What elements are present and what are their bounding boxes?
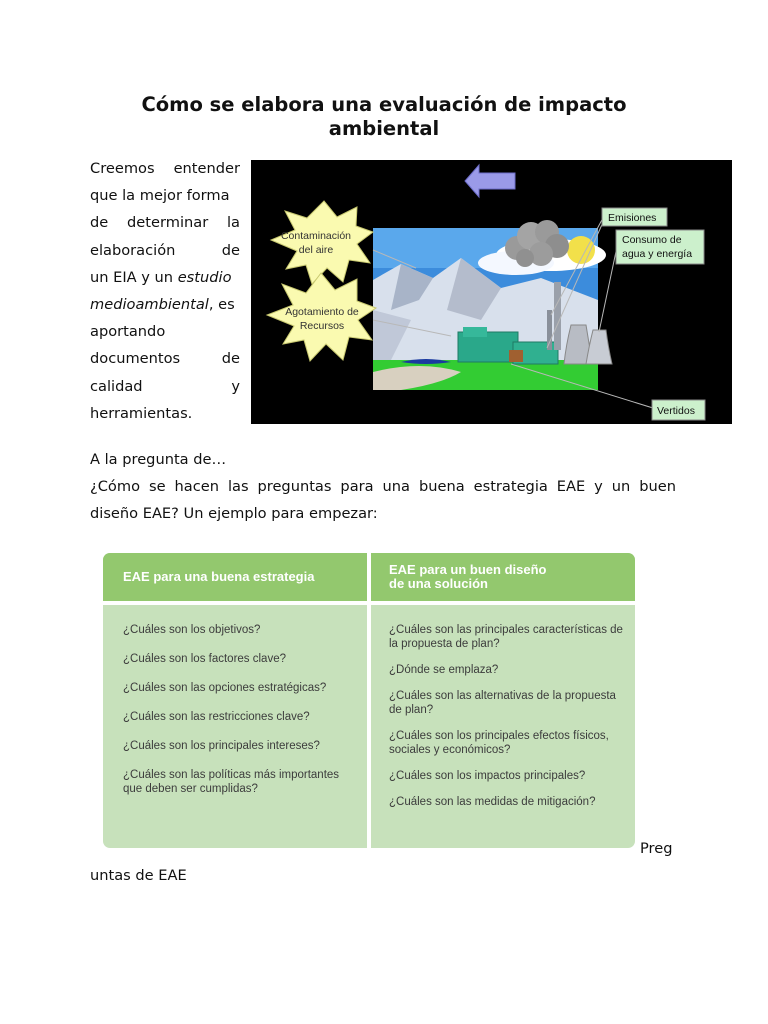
design-question-list	[371, 605, 635, 809]
paragraph-line: A la pregunta de…	[90, 451, 227, 468]
intro-line: que la mejor forma	[90, 187, 230, 205]
list-item: ¿Cuáles son las medidas de mitigación?	[389, 796, 596, 808]
list-item: ¿Dónde se emplaza?	[389, 664, 499, 676]
intro-line: calidad y	[90, 377, 240, 395]
intro-line: Creemos entender	[90, 160, 240, 177]
strategy-question-list	[103, 605, 367, 796]
paragraph-line: ¿Cómo se hacen las preguntas para una buena estrategia EAE y un buen diseño EAE? Un ejemplo para empezar:	[90, 478, 676, 523]
page-title: Cómo se elabora una evaluación de impacto ambiental	[141, 93, 627, 140]
list-item: ¿Cuáles son las opciones estratégicas?	[123, 682, 327, 694]
emphasis-text: medioambiental	[90, 296, 209, 314]
list-item: ¿Cuáles son las principales características de la propuesta de plan?	[389, 624, 623, 650]
list-item: ¿Cuáles son los impactos principales?	[389, 770, 586, 782]
figure-caption-part-2: untas de EAE	[90, 867, 187, 884]
environmental-impact-figure	[251, 160, 732, 424]
intro-line: documentos de	[90, 350, 240, 368]
intro-line: medioambiental , es	[90, 291, 240, 318]
label-air-line-1: Contaminación	[280, 230, 352, 242]
list-item: ¿Cuáles son los objetivos?	[123, 624, 261, 636]
label-air-line-2: del aire	[298, 244, 334, 256]
strategy-column-header: EAE para una buena estrategia	[103, 553, 367, 601]
question-paragraph	[90, 446, 676, 528]
landscape-scene	[373, 228, 612, 390]
intro-line: un EIA y un estudio	[90, 264, 240, 291]
intro-line: aportando	[90, 323, 166, 341]
emphasis-text: estudio	[177, 268, 232, 286]
intro-line: herramientas.	[90, 404, 193, 422]
list-item: ¿Cuáles son las políticas más importantes que deben ser cumplidas?	[123, 769, 340, 795]
list-item: ¿Cuáles son los principales efectos físicos, sociales y económicos?	[389, 730, 609, 756]
intro-line: de determinar la	[90, 214, 240, 232]
list-item: ¿Cuáles son las restricciones clave?	[123, 711, 310, 723]
list-item: ¿Cuáles son los principales intereses?	[123, 740, 320, 752]
intro-paragraph	[90, 155, 240, 427]
intro-line: elaboración de	[90, 241, 240, 259]
label-consumption-line-2: agua y energía	[622, 248, 693, 260]
label-resources-line-1: Agotamiento de	[285, 306, 359, 318]
list-item: ¿Cuáles son los factores clave?	[123, 653, 286, 665]
label-resources-line-2: Recursos	[299, 320, 345, 332]
label-emissions: Emisiones	[608, 212, 657, 224]
list-item: ¿Cuáles son las alternativas de la propuesta de plan?	[389, 690, 616, 716]
strategy-column	[103, 553, 367, 848]
figure-caption-part-1: Preg	[640, 840, 673, 857]
design-column-header: EAE para un buen diseño de una solución	[371, 553, 635, 601]
label-discharges: Vertidos	[657, 405, 695, 417]
design-column	[371, 553, 635, 848]
label-consumption-line-1: Consumo de	[622, 234, 682, 246]
eae-questions-table	[103, 553, 635, 848]
